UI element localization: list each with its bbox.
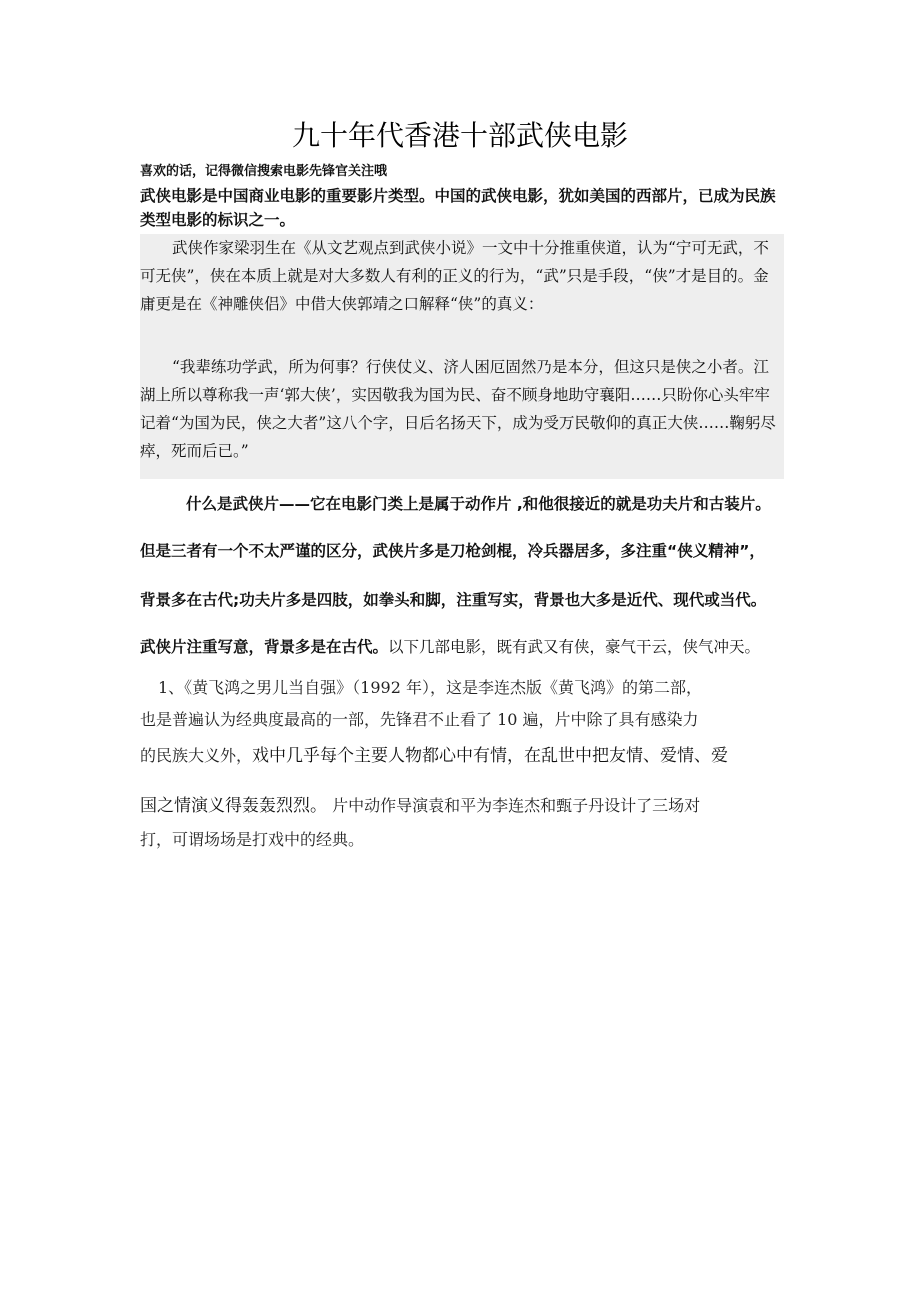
intro-paragraph: 武侠电影是中国商业电影的重要影片类型。中国的武侠电影，犹如美国的西部片，已成为民族类型电影的标识之一。 xyxy=(140,187,776,229)
document-title: 九十年代香港十部武侠电影 xyxy=(291,119,628,152)
movie-item-1-line-1: 1、《黄飞鸿之男儿当自强》（1992 年），这是李连杰版《黄飞鸿》的第二部， xyxy=(158,678,702,697)
liangyusheng-paragraph: 武侠作家梁羽生在《从文艺观点到武侠小说》一文中十分推重侠道，认为“宁可无武，不可无侠”，侠在本质上就是对大多数人有利的正义的行为，“武”只是手段，“侠”才是目的。金庸更是在《神雕侠侣》中借大侠郭靖之口解释“侠”的真义： xyxy=(140,239,769,313)
shaded-quote-block xyxy=(140,313,784,479)
shaded-paragraph xyxy=(140,234,784,318)
definition-line-4-bold: 武侠片注重写意，背景多是在古代。 xyxy=(140,638,389,656)
definition-line-3: 背景多在古代;功夫片多是四肢，如拳头和脚，注重写实，背景也大多是近代、现代或当代。 xyxy=(140,591,767,609)
movie-item-1-line-4b: 片中动作导演袁和平为李连杰和甄子丹设计了三场对 xyxy=(327,796,701,815)
definition-line-4 xyxy=(140,635,790,659)
movie-item-1-line-2: 也是普遍认为经典度最高的一部，先锋君不止看了 10 遍，片中除了具有感染力 xyxy=(140,710,699,729)
definition-line-4-plain: 以下几部电影，既有武又有侠，豪气干云，侠气冲天。 xyxy=(388,638,761,656)
guojing-quote: “我辈练功学武，所为何事？行侠仗义、济人困厄固然乃是本分，但这只是侠之小者。江湖上所以尊称我一声‘郭大侠’，实因敬我为国为民、奋不顾身地助守襄阳……只盼你心头牢牢记着“为国为民，侠之大者”这八个字，日后名扬天下，成为受万民敬仰的真正大侠……鞠躬尽瘁，死而后已。” xyxy=(140,358,776,460)
follow-tip: 喜欢的话，记得微信搜索电影先锋官关注哦 xyxy=(140,164,388,179)
movie-item-1-line-3a: 的民族大义外， xyxy=(140,746,253,765)
movie-item-1-line-4 xyxy=(140,791,700,816)
definition-line-1: 什么是武侠片——它在电影门类上是属于动作片 ,和他很接近的就是功夫片和古装片。 xyxy=(186,495,771,513)
movie-item-1-line-3b: 戏中几乎每个主要人物都心中有情，在乱世中把友情、爱情、爱 xyxy=(252,746,729,766)
definition-line-2: 但是三者有一个不太严谨的区分，武侠片多是刀枪剑棍，冷兵器居多，多注重“侠义精神”， xyxy=(140,542,765,560)
movie-item-1-line-5: 打，可谓场场是打戏中的经典。 xyxy=(140,830,365,849)
movie-item-1-line-4a: 国之情演义得轰轰烈烈。 xyxy=(140,796,327,816)
movie-item-1-line-3 xyxy=(140,741,728,766)
